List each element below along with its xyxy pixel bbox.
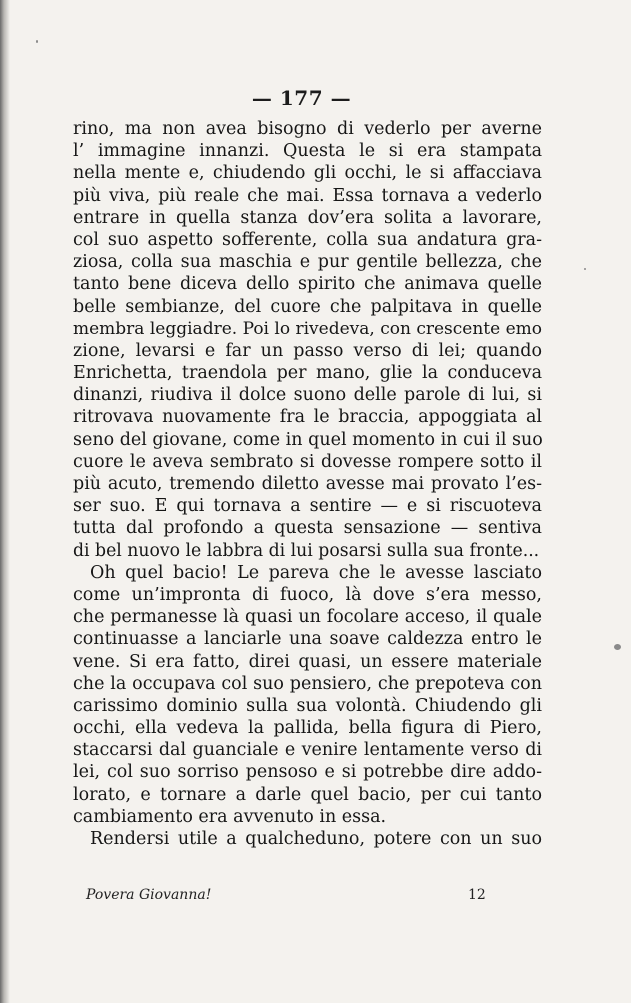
text-line: dinanzi, riudiva il dolce suono delle parole di lui, si (73, 385, 542, 406)
text-line: ziosa, colla sua maschia e pur gentile bellezza, che (73, 252, 542, 273)
text-line: nella mente e, chiudendo gli occhi, le si affacciava (73, 163, 542, 184)
text-line: cambiamento era avvenuto in essa. (73, 806, 387, 827)
text-line: Oh quel bacio! Le pareva che le avesse lasciato (90, 562, 542, 583)
text-line: Enrichetta, traendola per mano, glie la conduceva (73, 363, 542, 384)
text-line: Rendersi utile a qualcheduno, potere con un suo (90, 829, 542, 849)
text-line: belle sembianze, del cuore che palpitava in quelle (73, 296, 542, 317)
paper-speck (614, 644, 621, 650)
page-gutter-shadow (0, 0, 10, 1003)
footer-signature-mark: 12 (468, 887, 486, 903)
text-line: più viva, più reale che mai. Essa tornava a vederlo (73, 185, 542, 206)
text-line: seno del giovane, come in quel momento in cui il suo (73, 429, 543, 450)
text-line: entrare in quella stanza dov’era solita a lavorare, (73, 207, 542, 228)
footer-book-title: Povera Giovanna! (86, 887, 212, 903)
text-line: col suo aspetto sofferente, colla sua andatura gra- (73, 229, 542, 250)
text-line: che la occupava col suo pensiero, che prepoteva con (73, 673, 542, 694)
text-line: tutta dal profondo a questa sensazione — sentiva (73, 518, 542, 539)
text-line: vene. Si era fatto, direi quasi, un essere materiale (73, 651, 542, 672)
text-line: zione, levarsi e far un passo verso di lei; quando (73, 340, 542, 361)
text-line: lorato, e tornare a darle quel bacio, per cui tanto (73, 784, 542, 805)
text-line: cuore le aveva sembrato si dovesse rompere sotto il (73, 451, 542, 472)
text-line: continuasse a lanciarle una soave caldezza entro le (73, 629, 542, 650)
paper-speck (584, 268, 586, 270)
text-line: l’ immagine innanzi. Questa le si era stampata (73, 141, 542, 162)
text-line: come un’impronta di fuoco, là dove s’era messo, (73, 584, 542, 605)
body-text (73, 118, 542, 850)
text-line: tanto bene diceva dello spirito che animava quelle (73, 274, 542, 295)
page-number: — 177 — (251, 86, 352, 110)
text-line: carissimo dominio sulla sua volontà. Chiudendo gli (73, 695, 542, 716)
text-line: ser suo. E qui tornava a sentire — e si riscuoteva (73, 496, 542, 517)
page-footer (86, 887, 486, 909)
text-line: più acuto, tremendo diletto avesse mai provato l’es- (73, 474, 542, 494)
text-line: di bel nuovo le labbra di lui posarsi sulla sua fronte... (73, 540, 540, 561)
text-line: membra leggiadre. Poi lo rivedeva, con crescente emo (73, 318, 542, 339)
text-line: lei, col suo sorriso pensoso e si potrebbe dire addo- (73, 762, 542, 783)
paper-speck (36, 40, 38, 43)
text-line: staccarsi dal guanciale e venire lentamente verso di (73, 740, 542, 761)
text-line: ritrovava nuovamente fra le braccia, appoggiata al (73, 407, 542, 428)
text-line: rino, ma non avea bisogno di vederlo per averne (73, 119, 542, 139)
text-line: occhi, ella vedeva la pallida, bella figura di Piero, (73, 718, 542, 739)
text-line: che permanesse là quasi un focolare acceso, il quale (73, 607, 542, 628)
